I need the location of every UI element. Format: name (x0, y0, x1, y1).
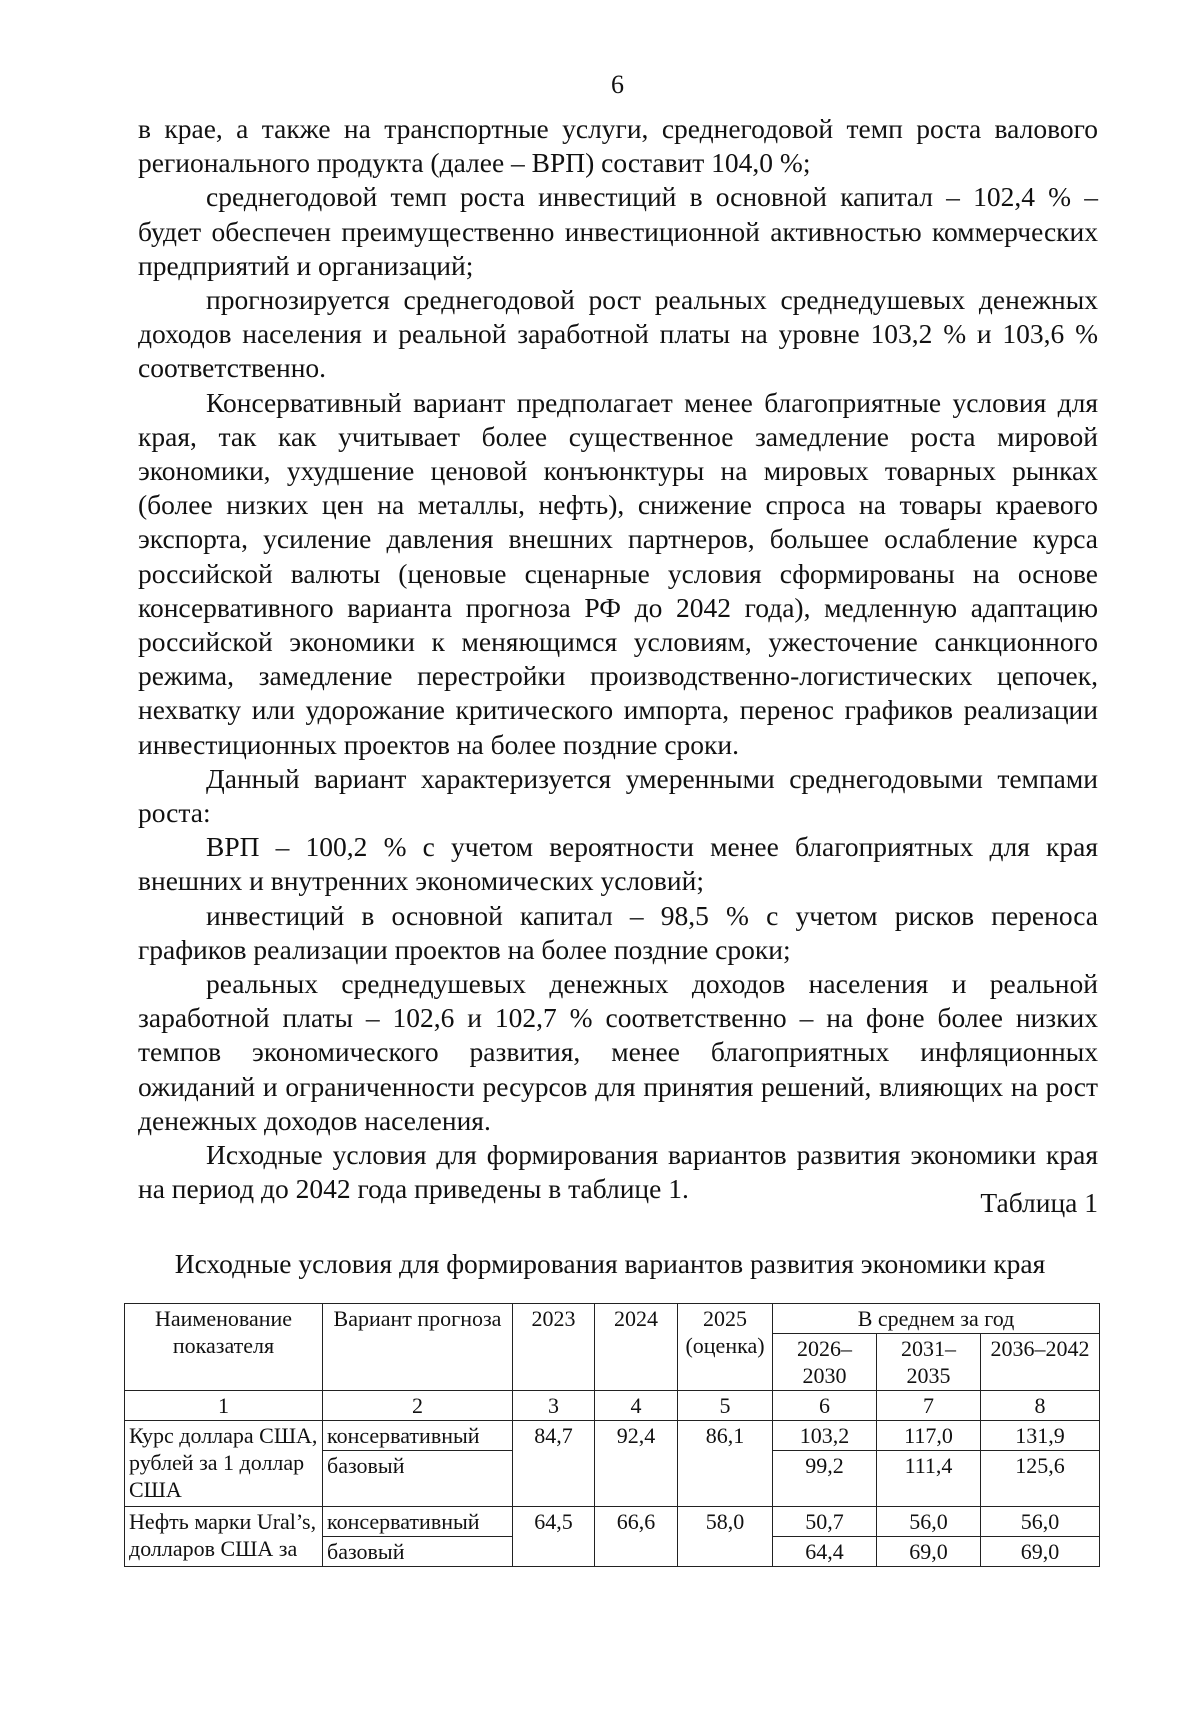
value-period-3: 69,0 (981, 1537, 1100, 1567)
paragraph: прогнозируется среднегодовой рост реальных среднедушевых денежных доходов населения и реальной заработной платы на уровне 103,2 % и 103,6 % соответственно. (138, 284, 1098, 384)
value-period-1: 99,2 (773, 1451, 877, 1507)
value-period-1: 64,4 (773, 1537, 877, 1567)
table-label: Таблица 1 (980, 1187, 1098, 1218)
header-2024: 2024 (595, 1304, 678, 1391)
header-period-3: 2036–2042 (981, 1334, 1100, 1391)
value-period-2: 111,4 (877, 1451, 981, 1507)
value-period-3: 131,9 (981, 1421, 1100, 1451)
body-text (138, 112, 1098, 1207)
header-average: В среднем за год (773, 1304, 1100, 1334)
page-number: 6 (611, 70, 624, 99)
indicator-name: Курс доллара США, рублей за 1 доллар США (125, 1421, 323, 1507)
column-number: 2 (323, 1391, 513, 1421)
value-period-2: 69,0 (877, 1537, 981, 1567)
value-period-1: 103,2 (773, 1421, 877, 1451)
paragraph: в крае, а также на транспортные услуги, среднегодовой темп роста валового регионального продукта (далее – ВРП) составит 104,0 %; (138, 113, 1098, 179)
paragraph: среднегодовой темп роста инвестиций в основной капитал – 102,4 % – будет обеспечен преимущественно инвестиционной активностью коммерческих предприятий и организаций; (138, 181, 1098, 281)
value-2024: 66,6 (595, 1507, 678, 1567)
table-row (125, 1421, 1100, 1451)
paragraph: ВРП – 100,2 % с учетом вероятности менее благоприятных для края внешних и внутренних экономических условий; (138, 831, 1098, 897)
variant-cell: базовый (323, 1451, 513, 1507)
indicator-name: Нефть марки Ural’s, долларов США за (125, 1507, 323, 1567)
value-period-3: 56,0 (981, 1507, 1100, 1537)
paragraph: реальных среднедушевых денежных доходов населения и реальной заработной платы – 102,6 и 102,7 % соответственно – на фоне более низких темпов экономического развития, менее благоприятных инфляционных ожиданий и ограниченности ресурсов для принятия решений, влияющих на рост денежных доходов населения. (138, 968, 1098, 1136)
variant-cell: консервативный (323, 1421, 513, 1451)
paragraph: инвестиций в основной капитал – 98,5 % с учетом рисков переноса графиков реализации проектов на более поздние сроки; (138, 899, 1098, 965)
paragraph: Данный вариант характеризуется умеренными среднегодовыми темпами роста: (138, 762, 1098, 829)
column-number: 7 (877, 1391, 981, 1421)
column-number: 8 (981, 1391, 1100, 1421)
value-period-2: 56,0 (877, 1507, 981, 1537)
header-period-1: 2026–2030 (773, 1334, 877, 1391)
variant-cell: консервативный (323, 1507, 513, 1537)
table-title: Исходные условия для формирования вариантов развития экономики края (174, 1248, 1046, 1279)
value-2023: 64,5 (513, 1507, 595, 1567)
value-2024: 92,4 (595, 1421, 678, 1507)
value-period-3: 125,6 (981, 1451, 1100, 1507)
column-number: 3 (513, 1391, 595, 1421)
table-header-row (125, 1304, 1100, 1334)
header-period-2: 2031–2035 (877, 1334, 981, 1391)
column-number-row (125, 1391, 1100, 1421)
value-period-2: 117,0 (877, 1421, 981, 1451)
paragraph: Исходные условия для формирования вариантов развития экономики края на период до 2042 года приведены в таблице 1. (138, 1139, 1098, 1205)
variant-cell: базовый (323, 1537, 513, 1567)
header-2025: 2025 (оценка) (678, 1304, 773, 1391)
column-number: 1 (125, 1391, 323, 1421)
table-row (125, 1507, 1100, 1537)
header-variant: Вариант прогноза (323, 1304, 513, 1391)
value-period-1: 50,7 (773, 1507, 877, 1537)
header-2023: 2023 (513, 1304, 595, 1391)
column-number: 4 (595, 1391, 678, 1421)
data-table (124, 1303, 1100, 1567)
value-2023: 84,7 (513, 1421, 595, 1507)
value-2025: 58,0 (678, 1507, 773, 1567)
header-name: Наименование показателя (125, 1304, 323, 1391)
column-number: 5 (678, 1391, 773, 1421)
value-2025: 86,1 (678, 1421, 773, 1507)
paragraph: Консервативный вариант предполагает менее благоприятные условия для края, так как учитывает более существенное замедление роста мировой экономики, ухудшение ценовой конъюнктуры на мировых товарных рынках (более низких цен на металлы, нефть), снижение спроса на товары краевого экспорта, усиление давления внешних партнеров, большее ослабление курса российской валюты (ценовые сценарные условия сформированы на основе консервативного варианта прогноза РФ до 2042 года), медленную адаптацию российской экономики к меняющимся условиям, ужесточение санкционного режима, замедление перестройки производственно-логистических цепочек, нехватку или удорожание критического импорта, перенос графиков реализации инвестиционных проектов на более поздние сроки. (138, 386, 1098, 760)
column-number: 6 (773, 1391, 877, 1421)
